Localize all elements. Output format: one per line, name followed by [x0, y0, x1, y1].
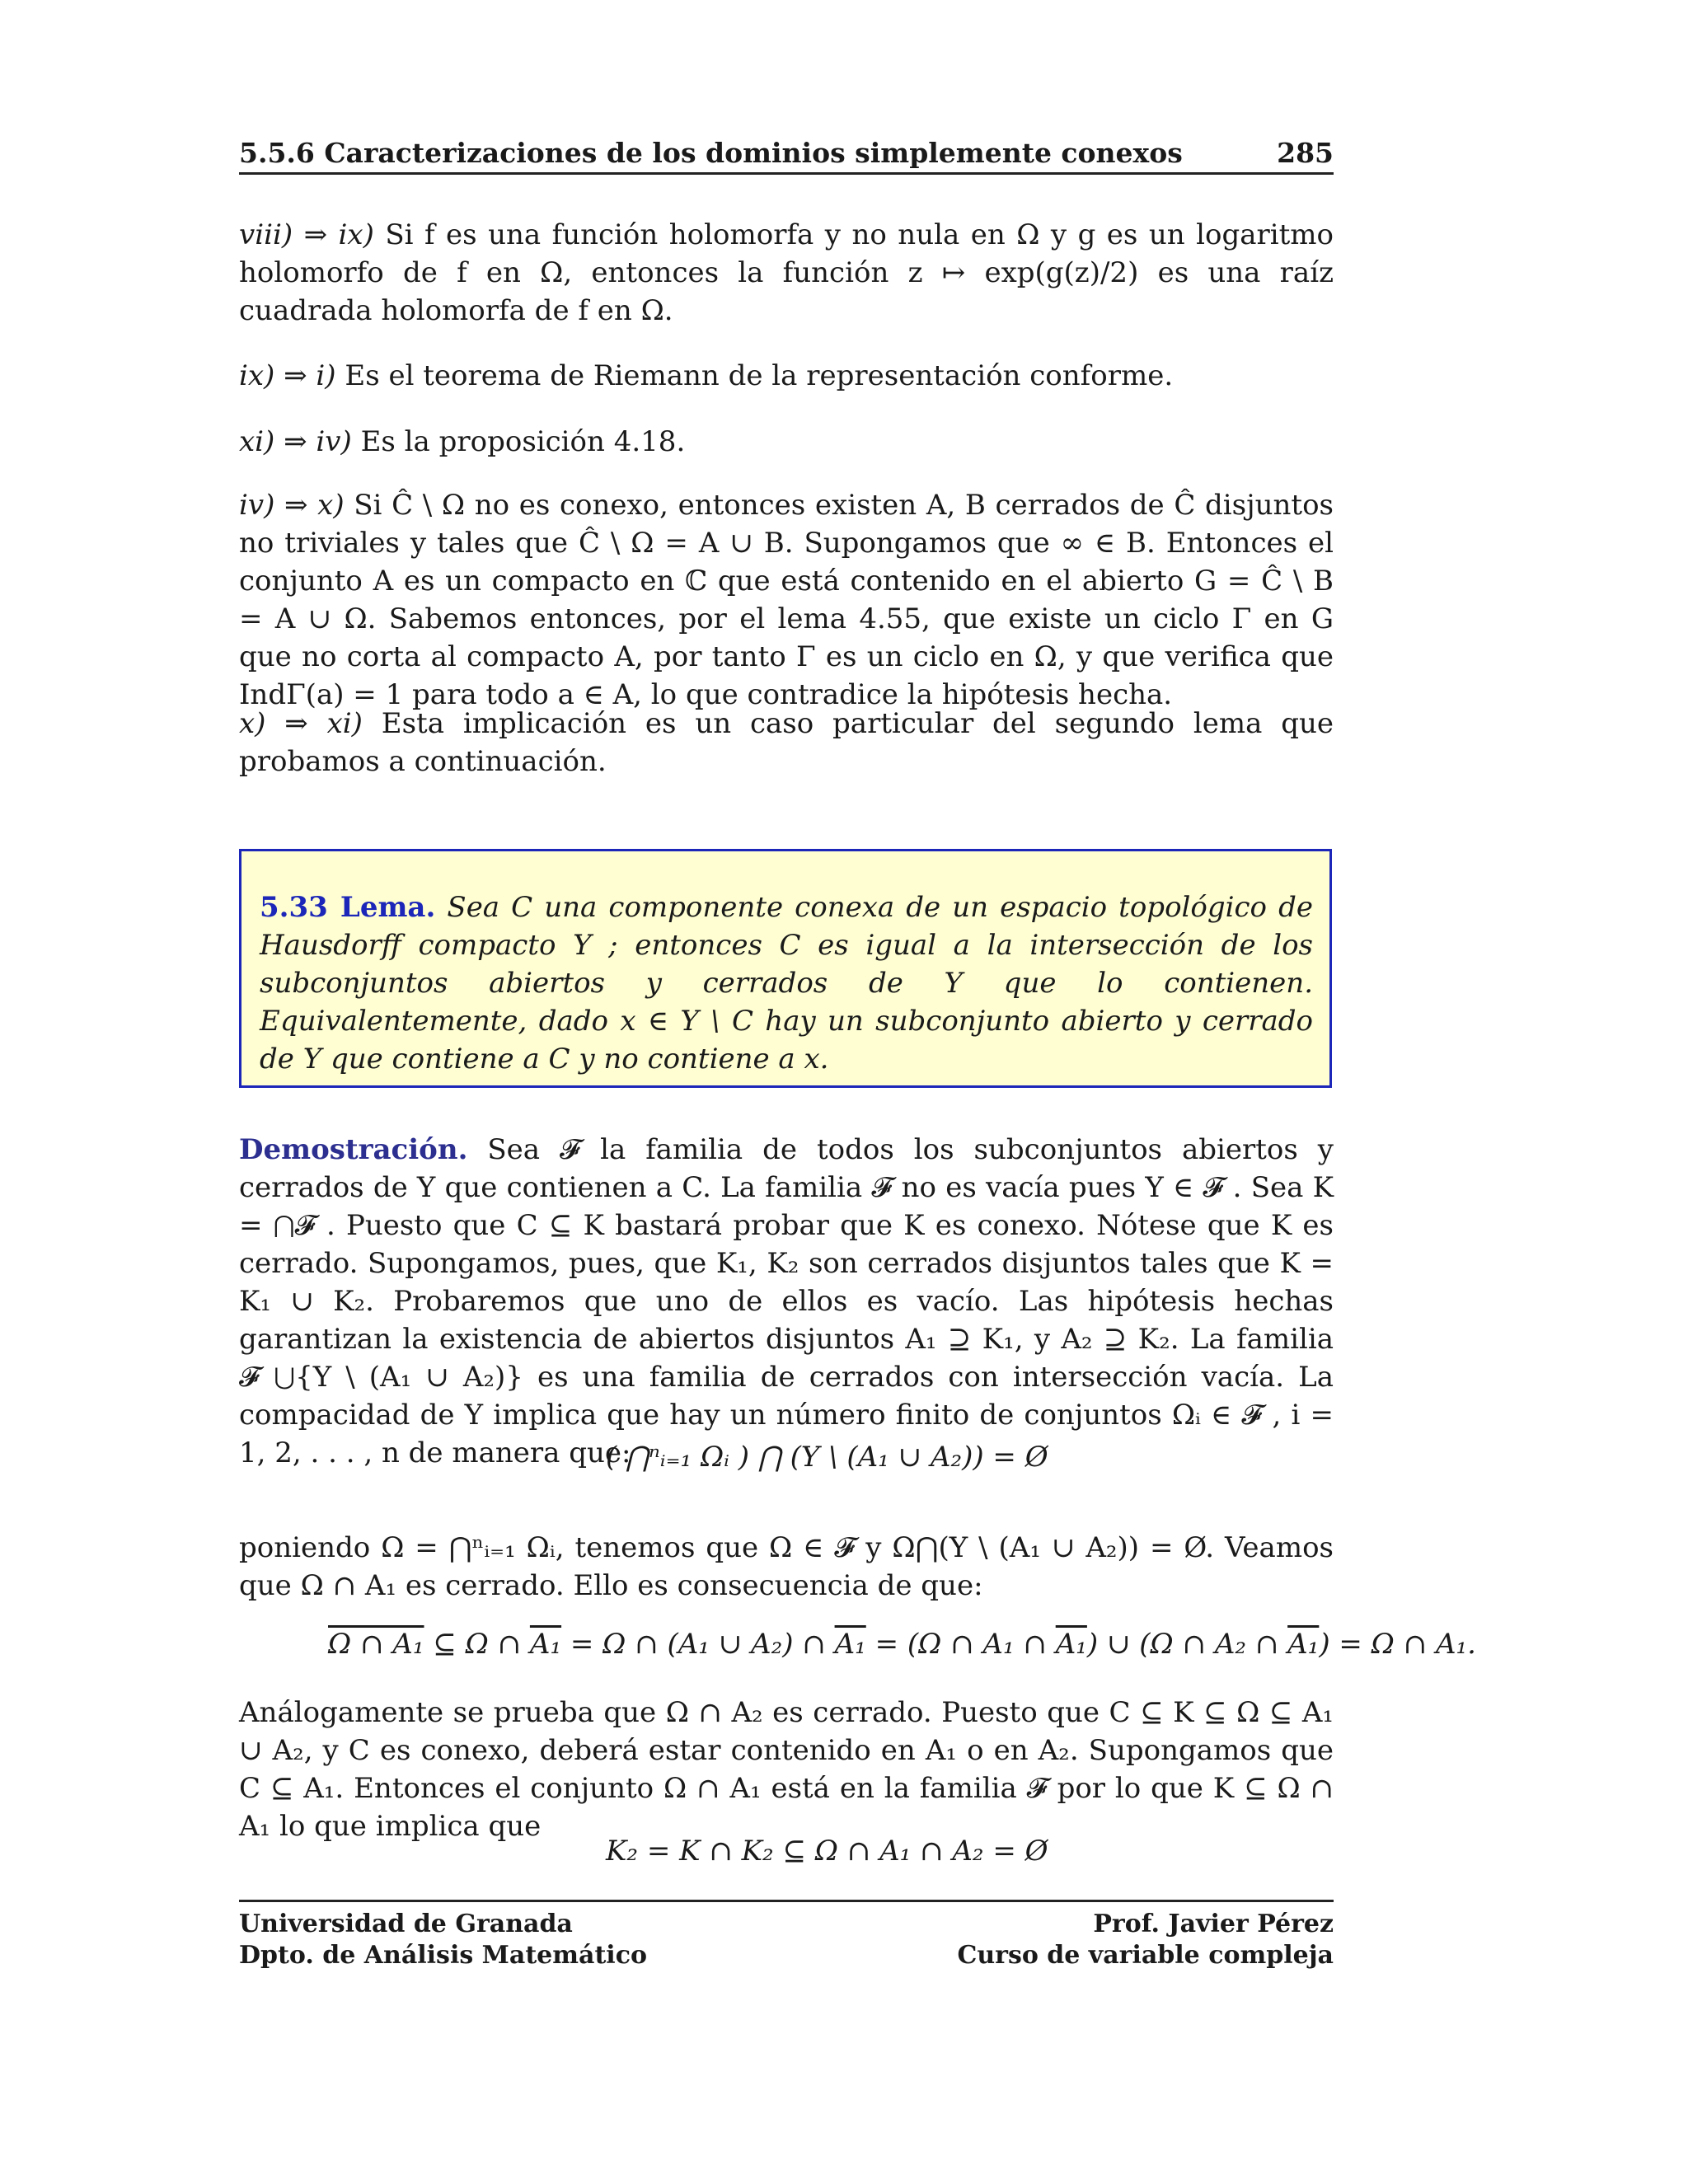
implication-label: ix) ⇒ i) [239, 359, 336, 392]
paragraph-text: Es el teorema de Riemann de la representación conforme. [335, 359, 1174, 392]
proof-paragraph-3 [239, 1694, 1334, 1845]
footer-author: Prof. Javier Pérez [1093, 1910, 1334, 1938]
page-footer [239, 1900, 1334, 1971]
footer-course: Curso de variable compleja [957, 1941, 1334, 1970]
implication-label: viii) ⇒ ix) [239, 218, 374, 251]
paragraph-text: Esta implicación es un caso particular del segundo lema que probamos a continuación. [239, 707, 1334, 778]
closure-term: Ω ∩ A₁ [328, 1628, 424, 1661]
lemma-box [239, 849, 1332, 1088]
equation-intersection: ( ⋂ⁿᵢ₌₁ Ωᵢ ) ⋂ (Y \ (A₁ ∪ A₂)) = Ø [606, 1441, 1048, 1474]
proof-text: Sea 𝓕 la familia de todos los subconjuntos abiertos y cerrados de Y que contienen a C. La familia 𝓕 no es vacía pues Y ∈ 𝓕 . Sea K = ⋂𝓕 . Puesto que C ⊆ K bastará probar que K es conexo. Nótese que K es cerrado. Supongamos, pues, que K₁, K₂ son cerrados disjuntos tales que K = K₁ ∪ K₂. Probaremos que uno de ellos es vacío. Las hipótesis hechas garantizan la existencia de abiertos disjuntos A₁ ⊇ K₁, y A₂ ⊇ K₂. La familia 𝓕 ⋃{Y \ (A₁ ∪ A₂)} es una familia de cerrados con intersección vacía. La compacidad de Y implica que hay un número finito de conjuntos Ωᵢ ∈ 𝓕 , i = 1, 2, . . . , n de manera que: [239, 1133, 1334, 1469]
equation-k2-empty: K₂ = K ∩ K₂ ⊆ Ω ∩ A₁ ∩ A₂ = Ø [606, 1835, 1048, 1868]
equation-closure [328, 1628, 1476, 1661]
proof-paragraph-1 [239, 1131, 1334, 1472]
closure-term: A₁ [834, 1628, 866, 1661]
eq-part: ) = Ω ∩ A₁. [1319, 1628, 1476, 1661]
eq-part: = Ω ∩ (A₁ ∪ A₂) ∩ [561, 1628, 835, 1661]
lemma-heading: 5.33 Lema. [260, 891, 436, 924]
eq-part: ) ∪ (Ω ∩ A₂ ∩ [1086, 1628, 1288, 1661]
proof-text: poniendo Ω = ⋂ⁿᵢ₌₁ Ωᵢ, tenemos que Ω ∈ 𝓕 y Ω⋂(Y \ (A₁ ∪ A₂)) = Ø. Veamos que Ω ∩ A₁ es cerrado. Ello es consecuencia de que: [239, 1531, 1334, 1602]
proof-text: Análogamente se prueba que Ω ∩ A₂ es cerrado. Puesto que C ⊆ K ⊆ Ω ⊆ A₁ ∪ A₂, y C es conexo, deberá estar contenido en A₁ o en A₂. Supongamos que C ⊆ A₁. Entonces el conjunto Ω ∩ A₁ está en la familia 𝓕 por lo que K ⊆ Ω ∩ A₁ lo que implica que [239, 1696, 1334, 1843]
paragraph-viii-ix [239, 216, 1334, 330]
lemma-statement: Sea C una componente conexa de un espacio topológico de Hausdorff compacto Y ; entonces C es igual a la intersección de los subconjuntos abiertos y cerrados de Y que lo contienen. Equivalentemente, dado x ∈ Y \ C hay un subconjunto abierto y cerrado de Y que contiene a C y no contiene a x. [260, 891, 1314, 1076]
paragraph-iv-x [239, 486, 1334, 714]
page-number: 285 [1277, 137, 1334, 169]
running-header [239, 128, 1334, 175]
implication-label: xi) ⇒ iv) [239, 425, 352, 458]
paragraph-x-xi [239, 705, 1334, 780]
paragraph-text: Si f es una función holomorfa y no nula en Ω y g es un logaritmo holomorfo de f en Ω, entonces la función z ↦ exp(g(z)/2) es una raíz cuadrada holomorfa de f en Ω. [239, 218, 1334, 327]
footer-department: Dpto. de Análisis Matemático [239, 1941, 647, 1970]
proof-paragraph-2 [239, 1529, 1334, 1605]
eq-part: = (Ω ∩ A₁ ∩ [865, 1628, 1056, 1661]
paragraph-text: Si Ĉ \ Ω no es conexo, entonces existen A, B cerrados de Ĉ disjuntos no triviales y tales que Ĉ \ Ω = A ∪ B. Supongamos que ∞ ∈ B. Entonces el conjunto A es un compacto en ℂ que está contenido en el abierto G = Ĉ \ B = A ∪ Ω. Sabemos entonces, por el lema 4.55, que existe un ciclo Γ en G que no corta al compacto A, por tanto Γ es un ciclo en Ω, y que verifica que IndΓ(a) = 1 para todo a ∈ A, lo que contradice la hipótesis hecha. [239, 489, 1334, 711]
closure-term: A₁ [529, 1628, 562, 1661]
implication-label: iv) ⇒ x) [239, 489, 345, 522]
paragraph-ix-i [239, 357, 1334, 395]
closure-term: A₁ [1287, 1628, 1320, 1661]
proof-heading: Demostración. [239, 1133, 468, 1166]
implication-label: x) ⇒ xi) [239, 707, 363, 740]
footer-university: Universidad de Granada [239, 1910, 573, 1938]
paragraph-text: Es la proposición 4.18. [351, 425, 686, 458]
eq-part: ⊆ Ω ∩ [424, 1628, 530, 1661]
section-title: 5.5.6 Caracterizaciones de los dominios simplemente conexos [239, 137, 1183, 169]
paragraph-xi-iv [239, 423, 1334, 461]
closure-term: A₁ [1055, 1628, 1087, 1661]
